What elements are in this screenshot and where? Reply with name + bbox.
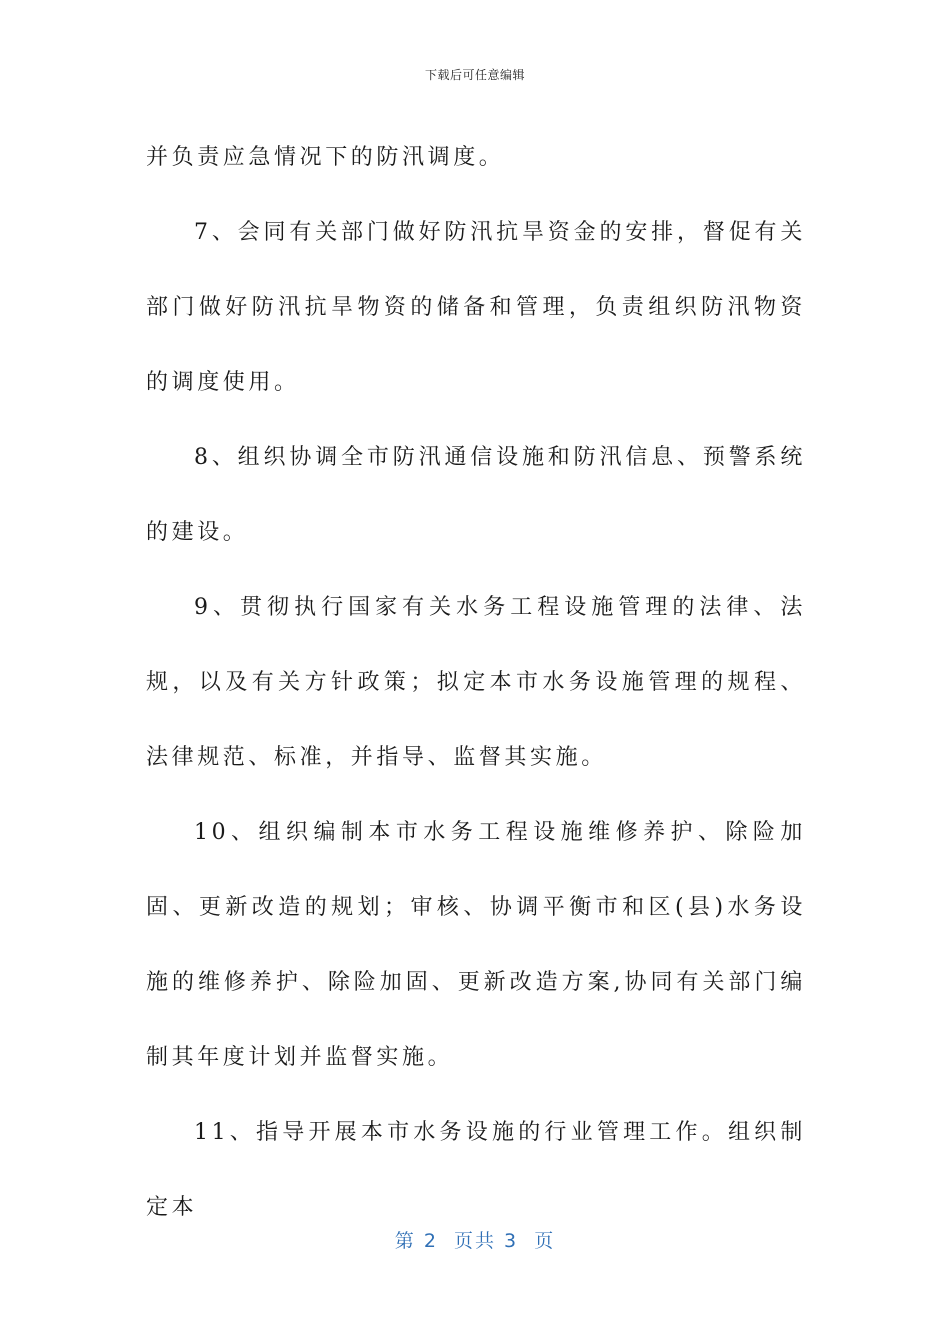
- paragraph: 并负责应急情况下的防汛调度。: [146, 145, 505, 170]
- paragraph: 7、会同有关部门做好防汛抗旱资金的安排，督促有关部门做好防汛抗旱物资的储备和管理，负责组织防汛物资的调度使用。: [146, 220, 806, 395]
- page-footer-page-number: 第 2 页共 3 页: [394, 1230, 556, 1252]
- paragraph: 10、组织编制本市水务工程设施维修养护、除险加固、更新改造的规划；审核、协调平衡市和区(县)水务设施的维修养护、除险加固、更新改造方案,协同有关部门编制其年度计划并监督实施。: [146, 820, 806, 1070]
- paragraph: 9、贯彻执行国家有关水务工程设施管理的法律、法规，以及有关方针政策；拟定本市水务设施管理的规程、法律规范、标准，并指导、监督其实施。: [146, 595, 806, 770]
- document-body: [146, 120, 806, 1245]
- paragraph: 8、组织协调全市防汛通信设施和防汛信息、预警系统的建设。: [146, 445, 806, 545]
- paragraph: 11、指导开展本市水务设施的行业管理工作。组织制定本: [146, 1120, 806, 1220]
- page-header: 下载后可任意编辑: [424, 68, 525, 82]
